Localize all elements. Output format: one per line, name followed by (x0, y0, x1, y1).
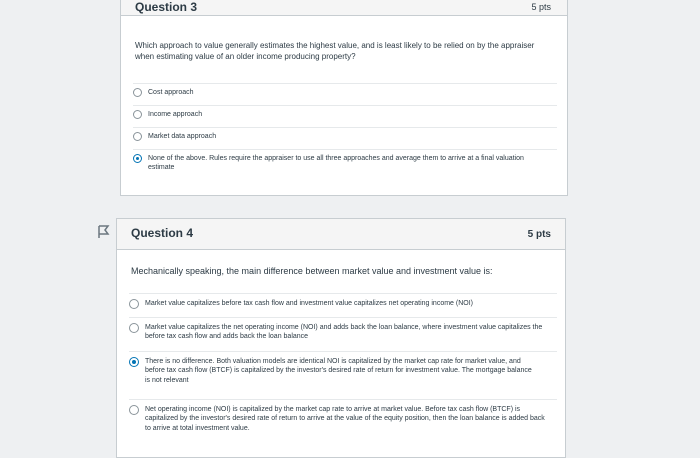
answer-label: Income approach (148, 111, 203, 118)
answer-label: Market value capitalizes the net operating income (NOI) and adds back the loan balance, where investment value capitalizes the before tax cash flow and adds back the loan balance (145, 324, 543, 341)
answer-option[interactable] (129, 399, 557, 447)
radio-button-selected[interactable] (133, 154, 142, 163)
answer-option[interactable] (133, 83, 557, 105)
answer-label: Cost approach (148, 89, 194, 96)
answer-label: There is no difference. Both valuation models are identical NOI is capitalized by the market cap rate for market value, and before tax cash flow (BTCF) is capitalized by the investor's desired rate of return for investment value. The mortgage balance is not relevant (145, 358, 532, 384)
question-3-header (121, 0, 567, 16)
flag-question-icon[interactable] (96, 224, 112, 240)
answer-option[interactable] (133, 105, 557, 127)
answer-option[interactable] (133, 127, 557, 149)
radio-button-selected[interactable] (129, 357, 139, 367)
question-3-points: 5 pts (531, 2, 551, 12)
answer-label: None of the above. Rules require the appraiser to use all three approaches and average them to arrive at a final valuation estimate (148, 155, 524, 172)
question-3-card (120, 0, 568, 196)
radio-button[interactable] (129, 323, 139, 333)
question-4-points: 5 pts (527, 229, 551, 240)
radio-button[interactable] (133, 110, 142, 119)
answer-option[interactable] (129, 317, 557, 351)
answer-option-selected[interactable] (129, 351, 557, 399)
question-4-card (116, 218, 566, 458)
question-3-text: Which approach to value generally estimates the highest value, and is least likely to be relied on by the appraiser when estimating value of an older income producing property? (135, 41, 535, 61)
question-4-text: Mechanically speaking, the main difference between market value and investment value is: (131, 266, 493, 276)
answer-option[interactable] (129, 293, 557, 317)
radio-button[interactable] (129, 405, 139, 415)
answer-label: Net operating income (NOI) is capitalized by the market cap rate to arrive at market value. Before tax cash flow (BTCF) is capitalized by the investor's desired rate of return to arrive at the value of the equity position, then the loan balance is added back to arrive at total investment value. (145, 406, 545, 432)
radio-button[interactable] (129, 299, 139, 309)
answer-label: Market value capitalizes before tax cash flow and investment value capitalizes net operating income (NOI) (145, 300, 473, 307)
answer-label: Market data approach (148, 133, 217, 140)
radio-button[interactable] (133, 132, 142, 141)
question-4-title: Question 4 (131, 226, 194, 240)
answer-option-selected[interactable] (133, 149, 557, 181)
radio-button[interactable] (133, 88, 142, 97)
question-3-title: Question 3 (135, 0, 198, 14)
question-4-header (117, 219, 565, 250)
